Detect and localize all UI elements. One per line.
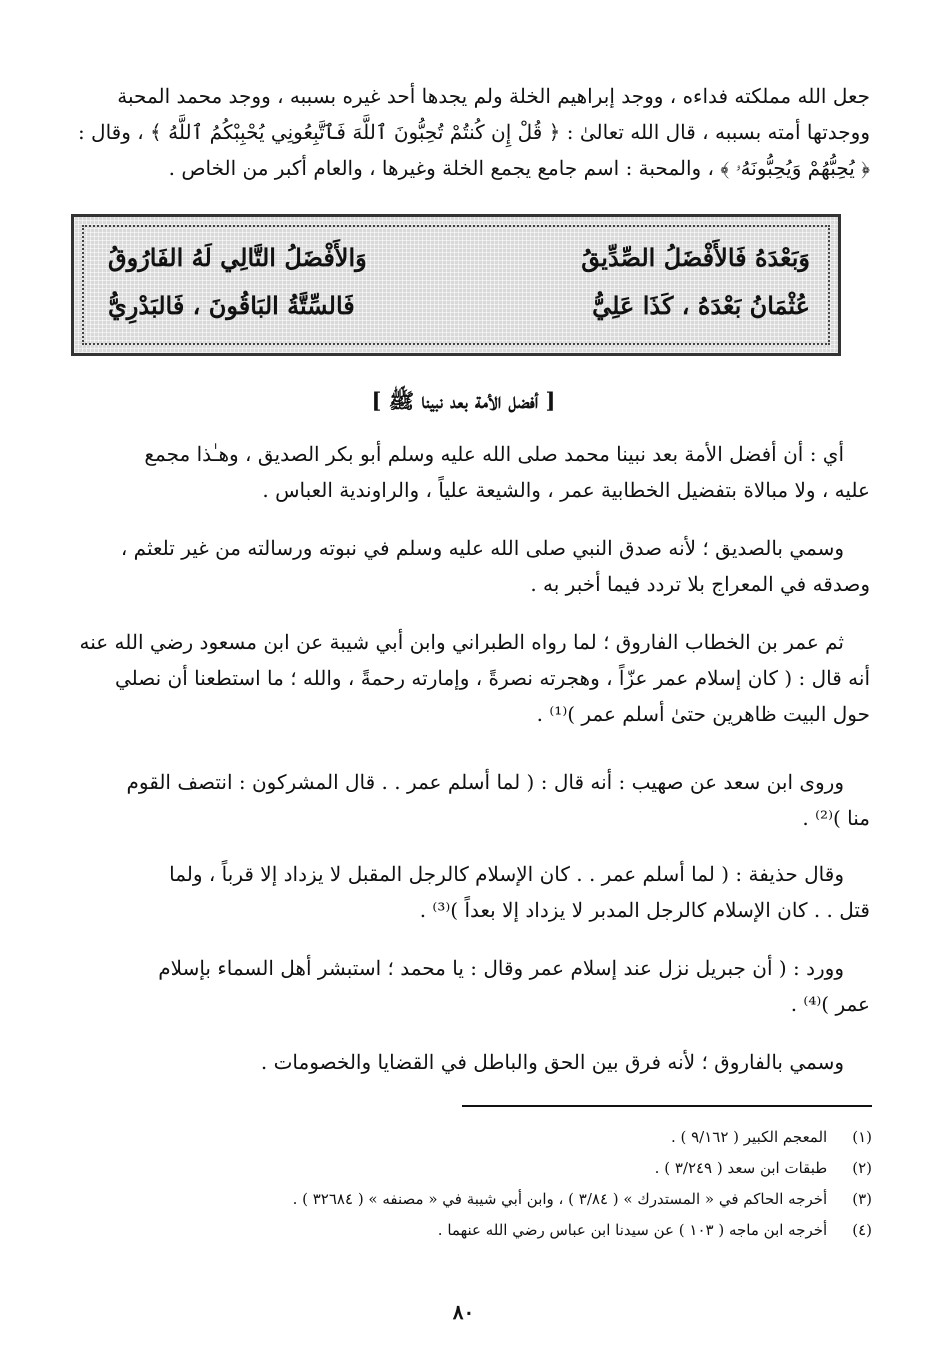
footnote-text: أخرجه الحاكم في « المستدرك » ( ٣/٨٤ ) ، وابن أبي شيبة في « مصنفه » ( ٣٢٦٨٤ ) . (292, 1190, 828, 1208)
text-line: حول البيت ظاهرين حتىٰ أسلم عمر )⁽¹⁾ . (536, 702, 870, 726)
footnote-2 (200, 1155, 872, 1181)
text-line: وقال حذيفة : ( لما أسلم عمر . . كان الإسلام كالرجل المقبل لا يزداد إلا قرباً ، ولما (169, 862, 844, 886)
text-line: منا )⁽²⁾ . (802, 806, 870, 830)
footnote-text: طبقات ابن سعد ( ٣/٢٤٩ ) . (654, 1159, 828, 1177)
text-line: وسمي بالصديق ؛ لأنه صدق النبي صلى الله عليه وسلم في نبوته ورسالته من غير تلعثم ، (120, 536, 844, 560)
footnote-3 (200, 1186, 872, 1212)
paragraph-7 (42, 1044, 870, 1080)
intro-paragraph (42, 78, 870, 186)
verse-2-second-hemistich: فَالسِّتَّةُ البَاقُونَ ، فَالبَدْرِيُّ (108, 291, 355, 320)
poem-box (71, 214, 841, 356)
verse-1-second-hemistich: وَالأَفْضَلُ التَّالِي لَهُ الفَارُوقُ (108, 243, 367, 272)
text-line: وورد : ( أن جبريل نزل عند إسلام عمر وقال : يا محمد ؛ استبشر أهل السماء بإسلام (158, 956, 844, 980)
paragraph-3 (42, 624, 870, 732)
text-line: ووجدتها أمته بسببه ، قال الله تعالىٰ : ﴿ قُلْ إِن كُنتُمْ تُحِبُّونَ ٱللَّهَ فَٱتَّبِعُونِي يُحْبِبْكُمُ ٱللَّهُ ﴾ ، وقال : (77, 120, 870, 144)
section-heading: [ أفضل الأمة بعد نبينا ﷺ ] (371, 388, 556, 413)
paragraph-4 (42, 764, 870, 836)
footnote-number: (٤) (852, 1221, 872, 1239)
verse-2-first-hemistich: عُثْمَانُ بَعْدَهُ ، كَذَا عَلِيُّ (592, 291, 810, 320)
text-line: وصدقه في المعراج بلا تردد فيما أخبر به . (530, 572, 870, 596)
text-line: عليه ، ولا مبالاة بتفضيل الخطابية عمر ، والشيعة علياً ، والراوندية العباس . (262, 478, 870, 502)
verse-1-first-hemistich: وَبَعْدَهُ فَالأَفْضَلُ الصِّدِّيقُ (581, 243, 810, 272)
text-line: أي : أن أفضل الأمة بعد نبينا محمد صلى الله عليه وسلم أبو بكر الصديق ، وهـٰذا مجمع (144, 442, 844, 466)
paragraph-2 (42, 530, 870, 602)
text-line: جعل الله مملكته فداءه ، ووجد إبراهيم الخلة ولم يجدها أحد غيره بسببه ، ووجد محمد المحبة (117, 84, 870, 108)
footnote-number: (٢) (852, 1159, 872, 1177)
paragraph-1 (42, 436, 870, 508)
footnote-text: المعجم الكبير ( ٩/١٦٢ ) . (670, 1128, 828, 1146)
footnote-1 (200, 1124, 872, 1150)
text-line: ثم عمر بن الخطاب الفاروق ؛ لما رواه الطبراني وابن أبي شيبة عن ابن مسعود رضي الله عنه (79, 630, 844, 654)
text-line: قتل . . كان الإسلام كالرجل المدبر لا يزداد إلا بعداً )⁽³⁾ . (419, 898, 870, 922)
footnote-separator (462, 1105, 872, 1107)
text-line: ﴿ يُحِبُّهُمْ وَيُحِبُّونَهُۥ ﴾ ، والمحبة : اسم جامع يجمع الخلة وغيرها ، والعام أكبر من الخاص . (168, 156, 870, 180)
footnote-text: أخرجه ابن ماجه ( ١٠٣ ) عن سيدنا ابن عباس رضي الله عنهما . (437, 1221, 828, 1239)
text-line: عمر )⁽⁴⁾ . (790, 992, 870, 1016)
paragraph-5 (42, 856, 870, 928)
footnote-number: (٣) (852, 1190, 872, 1208)
text-line: أنه قال : ( كان إسلام عمر عزّاً ، وهجرته نصرةً ، وإمارته رحمةً ، والله ؛ ما استطعنا أن نصلي (114, 666, 870, 690)
footnote-number: (١) (852, 1128, 872, 1146)
text-line: وسمي بالفاروق ؛ لأنه فرق بين الحق والباطل في القضايا والخصومات . (260, 1050, 844, 1074)
page-number: ٨٠ (452, 1300, 475, 1324)
footnote-4 (200, 1217, 872, 1243)
paragraph-6 (42, 950, 870, 1022)
text-line: وروى ابن سعد عن صهيب : أنه قال : ( لما أسلم عمر . . قال المشركون : انتصف القوم (126, 770, 844, 794)
